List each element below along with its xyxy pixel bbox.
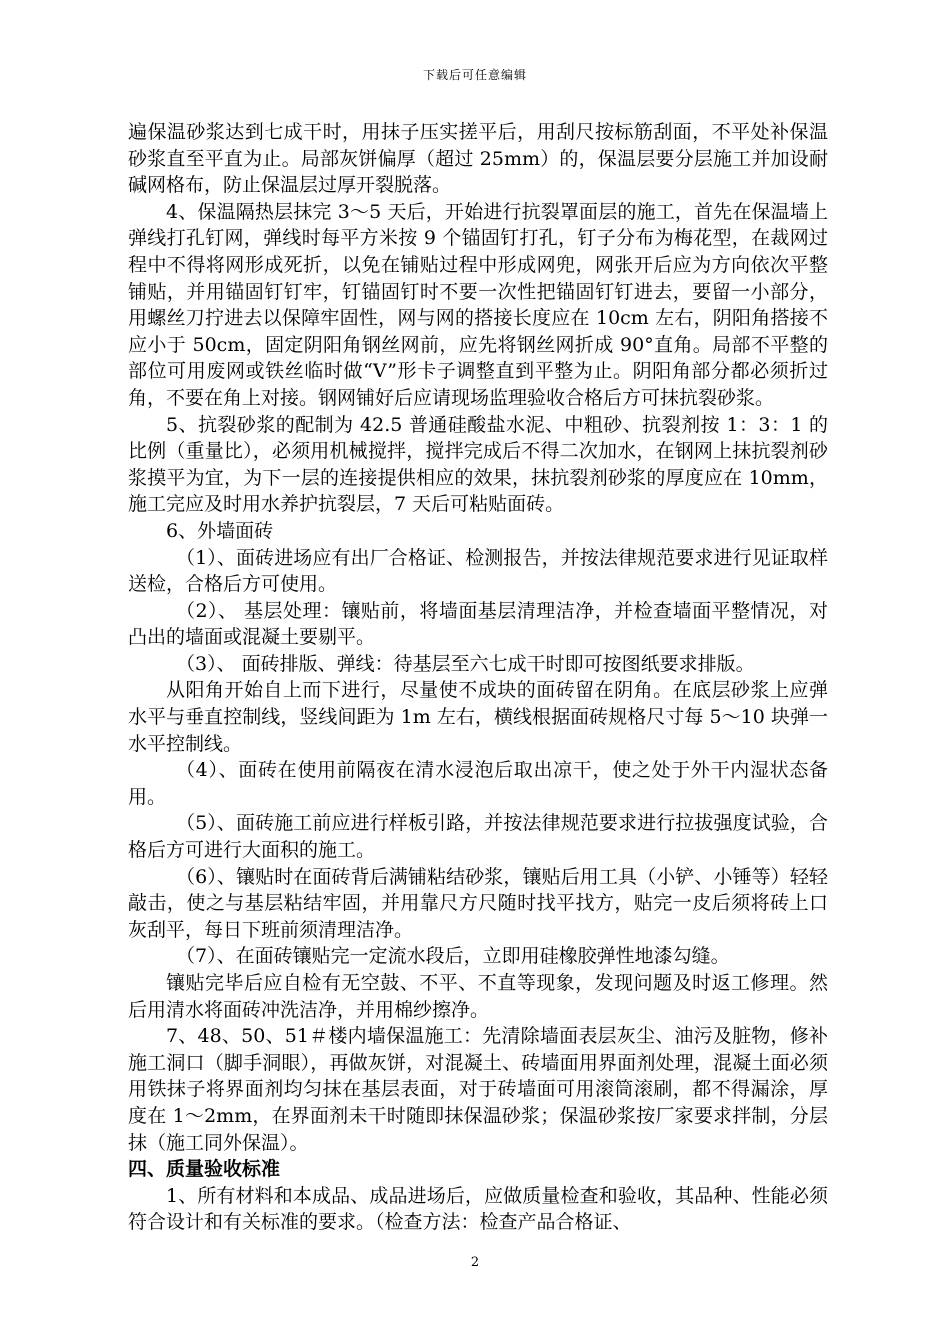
section-heading-quality: 四、质量验收标准 — [128, 1158, 281, 1181]
paragraph-step-4: 4、保温隔热层抹完 3～5 天后，开始进行抗裂罩面层的施工，首先在保温墙上弹线打孔钉网，弹线时每平方米按 9 个锚固钉打孔，钉子分布为梅花型，在裁网过程中不得将网形成死折，以免在铺贴过程中形成网兜，网张开后应为方向依次平整铺贴，并用锚固钉钉牢，钉锚固钉时不要一次性把锚固钉钉进去，要留一小部分，用螺丝刀拧进去以保障牢固性，网与网的搭接长度应在 10cm 左右，阴阳角搭接不应小于 50cm，固定阴阳角钢丝网前，应先将钢丝网折成 90°直角。局部不平整的部位可用废网或铁丝临时做“V”形卡子调整直到平整为止。阴阳角部分都必须折过角，不要在角上对接。钢网铺好后应请现场监理验收合格后方可抹抗裂砂浆。 — [128, 200, 828, 409]
paragraph-tile-6: （6）、镶贴时在面砖背后满铺粘结砂浆，镶贴后用工具（小铲、小锤等）轻轻敲击，使之与基层粘结牢固，并用靠尺方尺随时找平找方，贴完一皮后须将砖上口灰刮平，每日下班前须清理洁净。 — [128, 865, 828, 941]
paragraph-step-5: 5、抗裂砂浆的配制为 42.5 普通硅酸盐水泥、中粗砂、抗裂剂按 1：3：1 的比例（重量比），必须用机械搅拌，搅拌完成后不得二次加水，在钢网上抹抗裂剂砂浆摸平为宜，为下一层的连接提供相应的效果，抹抗裂剂砂浆的厚度应在 10mm，施工完应及时用水养护抗裂层，7 天后可粘贴面砖。 — [128, 413, 828, 516]
paragraph-step-7: 7、48、50、51＃楼内墙保温施工：先清除墙面表层灰尘、油污及脏物，修补施工洞口（脚手洞眼），再做灰饼，对混凝土、砖墙面用界面剂处理，混凝土面必须用铁抹子将界面剂均匀抹在基层表面，对于砖墙面可用滚筒滚刷，都不得漏涂，厚度在 1～2mm，在界面剂未干时随即抹保温砂浆；保温砂浆按厂家要求拌制，分层抹（施工同外保温）。 — [128, 1025, 828, 1154]
paragraph-tile-4: （4）、面砖在使用前隔夜在清水浸泡后取出凉干，使之处于外干内湿状态备用。 — [128, 759, 828, 808]
paragraph-tile-3-detail: 从阳角开始自上而下进行，尽量使不成块的面砖留在阴角。在底层砂浆上应弹水平与垂直控制线，竖线间距为 1m 左右，横线根据面砖规格尺寸每 5～10 块弹一水平控制线。 — [128, 679, 828, 755]
paragraph-tile-2: （2）、 基层处理：镶贴前，将墙面基层清理洁净，并检查墙面平整情况，对凸出的墙面或混凝土要剔平。 — [128, 599, 828, 649]
paragraph-tile-inspection: 镶贴完毕后应自检有无空鼓、不平、不直等现象，发现问题及时返工修理。然后用清水将面砖冲洗洁净，并用棉纱擦净。 — [128, 972, 828, 1021]
paragraph-tile-5: （5）、面砖施工前应进行样板引路，并按法律规范要求进行拉拔强度试验，合格后方可进行大面积的施工。 — [128, 812, 828, 862]
paragraph-quality-1: 1、所有材料和本成品、成品进场后，应做质量检查和验收，其品种、性能必须符合设计和有关标准的要求。（检查方法：检查产品合格证、 — [128, 1184, 828, 1234]
paragraph-continuation: 遍保温砂浆达到七成干时，用抹子压实搓平后，用刮尺按标筋刮面，不平处补保温砂浆直至平直为止。局部灰饼偏厚（超过 25mm）的，保温层要分层施工并加设耐碱网格布，防止保温层过厚开裂脱落。 — [128, 121, 828, 197]
paragraph-tile-7: （7）、在面砖镶贴完一定流水段后，立即用硅橡胶弹性地漆勾缝。 — [176, 945, 730, 968]
paragraph-tile-1: （1）、面砖进场应有出厂合格证、检测报告，并按法律规范要求进行见证取样送检，合格后方可使用。 — [128, 546, 828, 596]
page-header: 下载后可任意编辑 — [422, 68, 527, 82]
paragraph-tile-3: （3）、 面砖排版、弹线：待基层至六七成干时即可按图纸要求排版。 — [176, 652, 755, 675]
page-number: 2 — [470, 1255, 480, 1270]
document-body — [128, 119, 828, 1236]
section-exterior-tile: 6、外墙面砖 — [166, 519, 274, 542]
